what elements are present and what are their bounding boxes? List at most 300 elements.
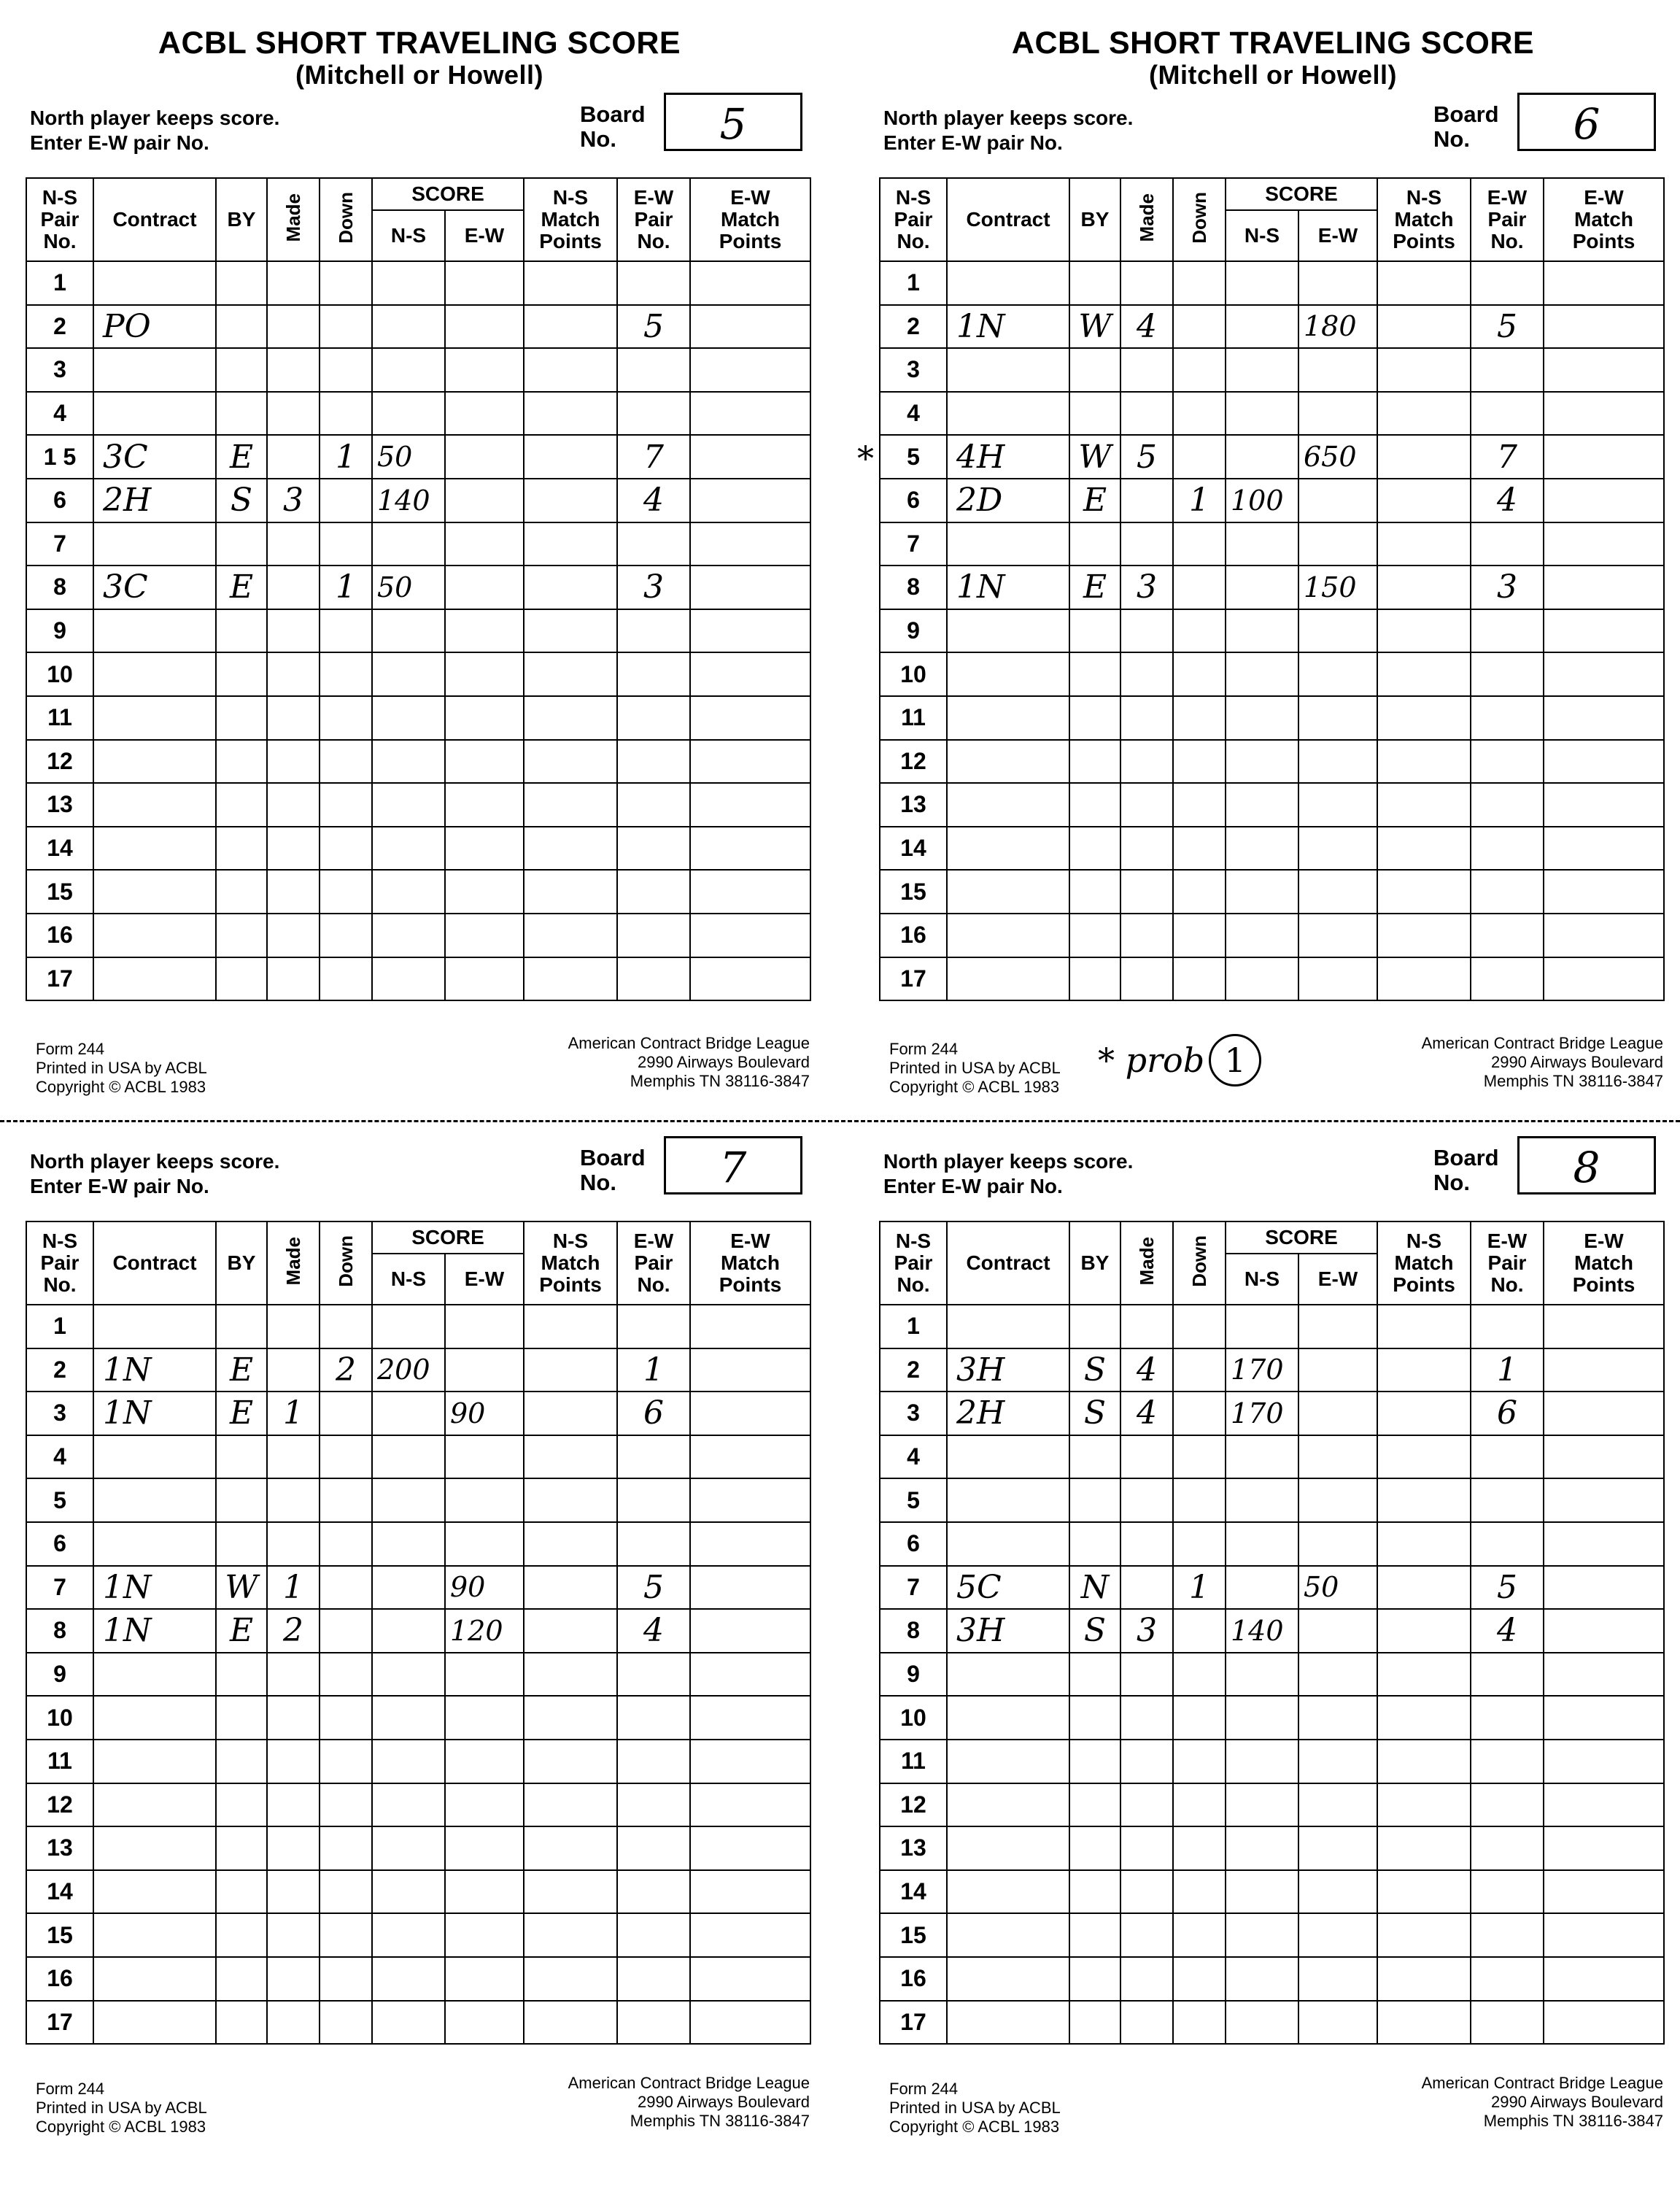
ew-pair-cell[interactable] <box>617 914 690 957</box>
ew-pair-cell[interactable] <box>617 1435 690 1479</box>
contract-cell[interactable] <box>947 261 1069 305</box>
contract-cell[interactable] <box>93 1696 216 1740</box>
ns-match-points-cell[interactable] <box>524 1696 617 1740</box>
ew-match-points-cell[interactable] <box>690 914 810 957</box>
score-ns-cell[interactable] <box>372 783 445 827</box>
declarer-cell[interactable] <box>216 261 267 305</box>
ew-match-points-cell[interactable] <box>690 522 810 566</box>
contract-cell[interactable] <box>947 1740 1069 1783</box>
down-cell[interactable] <box>320 914 372 957</box>
made-cell[interactable] <box>1120 1478 1173 1522</box>
down-cell[interactable] <box>1173 783 1226 827</box>
ew-match-points-cell[interactable] <box>1544 392 1664 436</box>
ew-match-points-cell[interactable] <box>690 740 810 784</box>
down-cell[interactable] <box>320 740 372 784</box>
score-ns-cell[interactable] <box>372 1696 445 1740</box>
ns-match-points-cell[interactable] <box>1377 566 1471 609</box>
contract-cell[interactable]: 1N <box>93 1392 216 1435</box>
score-ew-cell[interactable] <box>1298 870 1377 914</box>
down-cell[interactable] <box>320 870 372 914</box>
made-cell[interactable] <box>267 783 320 827</box>
ew-pair-cell[interactable] <box>1471 1913 1544 1957</box>
declarer-cell[interactable] <box>216 870 267 914</box>
made-cell[interactable] <box>267 827 320 871</box>
board-number-box[interactable] <box>664 93 802 151</box>
score-ew-cell[interactable] <box>445 1870 524 1914</box>
made-cell[interactable] <box>1120 1957 1173 2001</box>
score-ns-cell[interactable] <box>1226 783 1298 827</box>
score-ew-cell[interactable] <box>445 1826 524 1870</box>
ns-match-points-cell[interactable] <box>1377 1870 1471 1914</box>
score-ns-cell[interactable] <box>372 522 445 566</box>
ns-match-points-cell[interactable] <box>1377 392 1471 436</box>
declarer-cell[interactable]: E <box>216 1348 267 1392</box>
contract-cell[interactable]: 3C <box>93 566 216 609</box>
made-cell[interactable] <box>267 696 320 740</box>
ew-match-points-cell[interactable] <box>690 1870 810 1914</box>
ew-pair-cell[interactable] <box>617 1913 690 1957</box>
score-ew-cell[interactable] <box>445 479 524 522</box>
made-cell[interactable] <box>267 1348 320 1392</box>
contract-cell[interactable] <box>947 1478 1069 1522</box>
ew-match-points-cell[interactable] <box>1544 696 1664 740</box>
score-ew-cell[interactable] <box>445 305 524 349</box>
ew-match-points-cell[interactable] <box>1544 1392 1664 1435</box>
ns-match-points-cell[interactable] <box>524 348 617 392</box>
contract-cell[interactable]: 2D <box>947 479 1069 522</box>
score-ew-cell[interactable]: 90 <box>445 1566 524 1610</box>
ns-match-points-cell[interactable] <box>524 870 617 914</box>
score-ew-cell[interactable] <box>1298 1522 1377 1566</box>
ew-match-points-cell[interactable] <box>690 261 810 305</box>
declarer-cell[interactable] <box>1069 827 1120 871</box>
score-ns-cell[interactable] <box>1226 914 1298 957</box>
ew-pair-cell[interactable] <box>1471 740 1544 784</box>
ew-match-points-cell[interactable] <box>1544 1653 1664 1697</box>
score-ns-cell[interactable] <box>1226 609 1298 653</box>
ns-match-points-cell[interactable] <box>524 566 617 609</box>
made-cell[interactable]: 4 <box>1120 1348 1173 1392</box>
score-ns-cell[interactable] <box>372 609 445 653</box>
ew-match-points-cell[interactable] <box>1544 305 1664 349</box>
score-ns-cell[interactable]: 200 <box>372 1348 445 1392</box>
contract-cell[interactable] <box>93 740 216 784</box>
score-ew-cell[interactable] <box>445 827 524 871</box>
score-ew-cell[interactable] <box>1298 1740 1377 1783</box>
down-cell[interactable] <box>320 305 372 349</box>
score-ew-cell[interactable] <box>445 1740 524 1783</box>
ew-match-points-cell[interactable] <box>1544 1348 1664 1392</box>
declarer-cell[interactable] <box>1069 609 1120 653</box>
made-cell[interactable] <box>1120 261 1173 305</box>
down-cell[interactable] <box>320 696 372 740</box>
ns-match-points-cell[interactable] <box>1377 1435 1471 1479</box>
ns-match-points-cell[interactable] <box>524 696 617 740</box>
declarer-cell[interactable] <box>1069 522 1120 566</box>
ns-match-points-cell[interactable] <box>1377 1696 1471 1740</box>
declarer-cell[interactable] <box>216 696 267 740</box>
made-cell[interactable] <box>1120 1522 1173 1566</box>
made-cell[interactable]: 1 <box>267 1392 320 1435</box>
made-cell[interactable] <box>267 1435 320 1479</box>
ew-match-points-cell[interactable] <box>690 783 810 827</box>
made-cell[interactable] <box>1120 783 1173 827</box>
made-cell[interactable] <box>1120 392 1173 436</box>
ns-match-points-cell[interactable] <box>1377 435 1471 479</box>
score-ns-cell[interactable] <box>1226 1435 1298 1479</box>
ns-match-points-cell[interactable] <box>1377 827 1471 871</box>
contract-cell[interactable]: 4H <box>947 435 1069 479</box>
ns-match-points-cell[interactable] <box>1377 522 1471 566</box>
score-ew-cell[interactable] <box>445 1478 524 1522</box>
ew-pair-cell[interactable] <box>1471 652 1544 696</box>
ew-match-points-cell[interactable] <box>690 609 810 653</box>
down-cell[interactable]: 1 <box>1173 1566 1226 1610</box>
made-cell[interactable] <box>1120 1653 1173 1697</box>
made-cell[interactable] <box>267 1913 320 1957</box>
ns-match-points-cell[interactable] <box>524 2001 617 2045</box>
contract-cell[interactable] <box>947 609 1069 653</box>
score-ns-cell[interactable] <box>372 1566 445 1610</box>
score-ns-cell[interactable] <box>372 1783 445 1827</box>
score-ew-cell[interactable] <box>1298 1870 1377 1914</box>
ew-pair-cell[interactable] <box>617 827 690 871</box>
declarer-cell[interactable]: E <box>216 566 267 609</box>
ns-match-points-cell[interactable] <box>1377 1957 1471 2001</box>
score-ew-cell[interactable] <box>445 522 524 566</box>
declarer-cell[interactable] <box>216 1913 267 1957</box>
down-cell[interactable] <box>320 1609 372 1653</box>
ew-match-points-cell[interactable] <box>1544 957 1664 1001</box>
score-ew-cell[interactable] <box>445 1957 524 2001</box>
score-ew-cell[interactable] <box>445 1696 524 1740</box>
ns-match-points-cell[interactable] <box>524 1305 617 1348</box>
score-ns-cell[interactable] <box>372 740 445 784</box>
down-cell[interactable] <box>1173 914 1226 957</box>
score-ew-cell[interactable]: 150 <box>1298 566 1377 609</box>
ew-pair-cell[interactable] <box>1471 609 1544 653</box>
ew-match-points-cell[interactable] <box>690 1826 810 1870</box>
down-cell[interactable] <box>1173 1957 1226 2001</box>
score-ns-cell[interactable] <box>1226 1826 1298 1870</box>
score-ew-cell[interactable] <box>1298 1783 1377 1827</box>
contract-cell[interactable] <box>93 1783 216 1827</box>
declarer-cell[interactable] <box>216 652 267 696</box>
contract-cell[interactable] <box>93 1522 216 1566</box>
declarer-cell[interactable] <box>216 1653 267 1697</box>
ew-pair-cell[interactable] <box>617 1740 690 1783</box>
ew-pair-cell[interactable] <box>617 1783 690 1827</box>
ew-match-points-cell[interactable] <box>1544 348 1664 392</box>
ns-match-points-cell[interactable] <box>1377 1348 1471 1392</box>
ew-match-points-cell[interactable] <box>1544 870 1664 914</box>
contract-cell[interactable] <box>93 1870 216 1914</box>
ew-pair-cell[interactable] <box>617 870 690 914</box>
ew-match-points-cell[interactable] <box>690 1305 810 1348</box>
declarer-cell[interactable] <box>216 609 267 653</box>
ns-match-points-cell[interactable] <box>1377 1305 1471 1348</box>
made-cell[interactable] <box>267 914 320 957</box>
down-cell[interactable] <box>320 261 372 305</box>
contract-cell[interactable] <box>947 652 1069 696</box>
score-ew-cell[interactable] <box>1298 914 1377 957</box>
ns-match-points-cell[interactable] <box>1377 914 1471 957</box>
score-ns-cell[interactable] <box>1226 1653 1298 1697</box>
ew-pair-cell[interactable] <box>617 696 690 740</box>
declarer-cell[interactable]: N <box>1069 1566 1120 1610</box>
ew-pair-cell[interactable] <box>1471 696 1544 740</box>
ns-match-points-cell[interactable] <box>524 740 617 784</box>
ew-pair-cell[interactable] <box>617 957 690 1001</box>
ns-match-points-cell[interactable] <box>1377 348 1471 392</box>
down-cell[interactable] <box>320 1653 372 1697</box>
down-cell[interactable] <box>320 2001 372 2045</box>
down-cell[interactable] <box>1173 1478 1226 1522</box>
ns-match-points-cell[interactable] <box>524 827 617 871</box>
score-ns-cell[interactable] <box>1226 1696 1298 1740</box>
score-ns-cell[interactable]: 140 <box>1226 1609 1298 1653</box>
ew-match-points-cell[interactable] <box>690 827 810 871</box>
ew-match-points-cell[interactable] <box>1544 914 1664 957</box>
score-ew-cell[interactable] <box>445 957 524 1001</box>
score-ns-cell[interactable] <box>372 696 445 740</box>
score-ew-cell[interactable] <box>445 696 524 740</box>
contract-cell[interactable] <box>947 1696 1069 1740</box>
contract-cell[interactable] <box>93 914 216 957</box>
declarer-cell[interactable] <box>1069 652 1120 696</box>
score-ns-cell[interactable] <box>372 957 445 1001</box>
ew-pair-cell[interactable] <box>1471 1957 1544 2001</box>
down-cell[interactable] <box>1173 870 1226 914</box>
declarer-cell[interactable]: S <box>1069 1392 1120 1435</box>
ew-match-points-cell[interactable] <box>690 435 810 479</box>
contract-cell[interactable]: 1N <box>947 305 1069 349</box>
down-cell[interactable] <box>1173 522 1226 566</box>
ns-match-points-cell[interactable] <box>1377 1478 1471 1522</box>
score-ew-cell[interactable] <box>1298 1435 1377 1479</box>
score-ew-cell[interactable] <box>1298 1653 1377 1697</box>
declarer-cell[interactable] <box>216 1870 267 1914</box>
ew-pair-cell[interactable]: 3 <box>617 566 690 609</box>
contract-cell[interactable] <box>947 696 1069 740</box>
ew-pair-cell[interactable] <box>1471 783 1544 827</box>
ew-match-points-cell[interactable] <box>690 1609 810 1653</box>
score-ns-cell[interactable] <box>372 1913 445 1957</box>
declarer-cell[interactable]: E <box>1069 566 1120 609</box>
made-cell[interactable] <box>267 305 320 349</box>
ew-pair-cell[interactable] <box>617 1653 690 1697</box>
down-cell[interactable] <box>320 1305 372 1348</box>
declarer-cell[interactable] <box>1069 1478 1120 1522</box>
score-ns-cell[interactable]: 170 <box>1226 1392 1298 1435</box>
ew-pair-cell[interactable] <box>1471 348 1544 392</box>
declarer-cell[interactable]: S <box>1069 1348 1120 1392</box>
made-cell[interactable] <box>267 1826 320 1870</box>
contract-cell[interactable]: 3H <box>947 1348 1069 1392</box>
contract-cell[interactable] <box>93 1478 216 1522</box>
ew-pair-cell[interactable] <box>617 1522 690 1566</box>
declarer-cell[interactable]: W <box>1069 435 1120 479</box>
ew-match-points-cell[interactable] <box>1544 1566 1664 1610</box>
ew-pair-cell[interactable]: 1 <box>617 1348 690 1392</box>
contract-cell[interactable] <box>947 870 1069 914</box>
ew-match-points-cell[interactable] <box>690 696 810 740</box>
contract-cell[interactable] <box>947 1957 1069 2001</box>
down-cell[interactable] <box>1173 1826 1226 1870</box>
made-cell[interactable] <box>267 957 320 1001</box>
down-cell[interactable] <box>1173 2001 1226 2045</box>
declarer-cell[interactable] <box>1069 957 1120 1001</box>
down-cell[interactable] <box>320 1870 372 1914</box>
made-cell[interactable] <box>1120 1783 1173 1827</box>
score-ew-cell[interactable] <box>1298 479 1377 522</box>
made-cell[interactable] <box>267 1783 320 1827</box>
ew-pair-cell[interactable]: 5 <box>1471 305 1544 349</box>
down-cell[interactable] <box>1173 1609 1226 1653</box>
ew-pair-cell[interactable] <box>1471 1783 1544 1827</box>
ew-match-points-cell[interactable] <box>1544 1696 1664 1740</box>
ew-pair-cell[interactable]: 7 <box>617 435 690 479</box>
ns-match-points-cell[interactable] <box>1377 1826 1471 1870</box>
down-cell[interactable] <box>1173 1392 1226 1435</box>
score-ns-cell[interactable] <box>372 305 445 349</box>
contract-cell[interactable] <box>947 348 1069 392</box>
ns-match-points-cell[interactable] <box>1377 696 1471 740</box>
score-ns-cell[interactable] <box>372 652 445 696</box>
ew-match-points-cell[interactable] <box>1544 1826 1664 1870</box>
ew-pair-cell[interactable] <box>617 1957 690 2001</box>
declarer-cell[interactable] <box>1069 1522 1120 1566</box>
ew-match-points-cell[interactable] <box>690 1696 810 1740</box>
declarer-cell[interactable] <box>1069 348 1120 392</box>
down-cell[interactable] <box>1173 957 1226 1001</box>
score-ns-cell[interactable] <box>372 1740 445 1783</box>
ew-pair-cell[interactable]: 6 <box>617 1392 690 1435</box>
ew-match-points-cell[interactable] <box>1544 2001 1664 2045</box>
ew-match-points-cell[interactable] <box>690 1478 810 1522</box>
made-cell[interactable] <box>1120 479 1173 522</box>
declarer-cell[interactable] <box>216 1783 267 1827</box>
made-cell[interactable] <box>1120 914 1173 957</box>
score-ew-cell[interactable] <box>1298 522 1377 566</box>
ns-match-points-cell[interactable] <box>1377 2001 1471 2045</box>
ew-pair-cell[interactable] <box>617 609 690 653</box>
score-ns-cell[interactable]: 100 <box>1226 479 1298 522</box>
down-cell[interactable] <box>1173 261 1226 305</box>
down-cell[interactable] <box>1173 827 1226 871</box>
ns-match-points-cell[interactable] <box>524 1348 617 1392</box>
declarer-cell[interactable] <box>216 305 267 349</box>
contract-cell[interactable]: 5C <box>947 1566 1069 1610</box>
declarer-cell[interactable] <box>216 1305 267 1348</box>
ew-match-points-cell[interactable] <box>690 1783 810 1827</box>
board-number-box[interactable] <box>664 1136 802 1194</box>
down-cell[interactable] <box>1173 566 1226 609</box>
score-ew-cell[interactable] <box>1298 696 1377 740</box>
contract-cell[interactable] <box>93 522 216 566</box>
contract-cell[interactable] <box>93 1740 216 1783</box>
declarer-cell[interactable] <box>1069 1870 1120 1914</box>
declarer-cell[interactable] <box>216 957 267 1001</box>
score-ns-cell[interactable] <box>1226 652 1298 696</box>
ew-pair-cell[interactable] <box>1471 957 1544 1001</box>
ns-match-points-cell[interactable] <box>524 522 617 566</box>
made-cell[interactable] <box>1120 957 1173 1001</box>
score-ew-cell[interactable] <box>445 740 524 784</box>
ew-pair-cell[interactable]: 7 <box>1471 435 1544 479</box>
made-cell[interactable]: 5 <box>1120 435 1173 479</box>
contract-cell[interactable]: 1N <box>93 1566 216 1610</box>
score-ns-cell[interactable] <box>1226 1566 1298 1610</box>
ew-match-points-cell[interactable] <box>1544 827 1664 871</box>
score-ns-cell[interactable] <box>1226 305 1298 349</box>
contract-cell[interactable] <box>947 522 1069 566</box>
contract-cell[interactable] <box>947 1870 1069 1914</box>
contract-cell[interactable] <box>93 1305 216 1348</box>
score-ew-cell[interactable] <box>1298 827 1377 871</box>
declarer-cell[interactable] <box>216 914 267 957</box>
ns-match-points-cell[interactable] <box>524 1870 617 1914</box>
declarer-cell[interactable] <box>1069 740 1120 784</box>
ew-pair-cell[interactable] <box>1471 870 1544 914</box>
declarer-cell[interactable]: E <box>216 1609 267 1653</box>
ns-match-points-cell[interactable] <box>1377 1783 1471 1827</box>
score-ew-cell[interactable] <box>1298 1913 1377 1957</box>
ew-pair-cell[interactable] <box>617 2001 690 2045</box>
down-cell[interactable] <box>1173 1696 1226 1740</box>
ew-match-points-cell[interactable] <box>1544 1783 1664 1827</box>
score-ew-cell[interactable]: 650 <box>1298 435 1377 479</box>
contract-cell[interactable]: 1N <box>93 1609 216 1653</box>
score-ew-cell[interactable] <box>1298 392 1377 436</box>
made-cell[interactable] <box>267 2001 320 2045</box>
declarer-cell[interactable] <box>216 740 267 784</box>
declarer-cell[interactable] <box>1069 1913 1120 1957</box>
score-ns-cell[interactable] <box>372 1609 445 1653</box>
down-cell[interactable] <box>320 1740 372 1783</box>
declarer-cell[interactable] <box>1069 696 1120 740</box>
ew-pair-cell[interactable] <box>1471 1696 1544 1740</box>
down-cell[interactable] <box>1173 1870 1226 1914</box>
ns-match-points-cell[interactable] <box>1377 305 1471 349</box>
ew-pair-cell[interactable]: 5 <box>617 1566 690 1610</box>
score-ns-cell[interactable] <box>1226 348 1298 392</box>
ew-pair-cell[interactable] <box>617 1826 690 1870</box>
ns-match-points-cell[interactable] <box>524 1566 617 1610</box>
ew-match-points-cell[interactable] <box>690 392 810 436</box>
down-cell[interactable] <box>1173 740 1226 784</box>
down-cell[interactable] <box>1173 1653 1226 1697</box>
made-cell[interactable] <box>1120 609 1173 653</box>
ew-match-points-cell[interactable] <box>1544 261 1664 305</box>
down-cell[interactable]: 1 <box>320 566 372 609</box>
down-cell[interactable] <box>320 827 372 871</box>
ew-match-points-cell[interactable] <box>1544 652 1664 696</box>
score-ns-cell[interactable] <box>372 1870 445 1914</box>
declarer-cell[interactable] <box>216 2001 267 2045</box>
score-ew-cell[interactable] <box>1298 1348 1377 1392</box>
declarer-cell[interactable] <box>1069 392 1120 436</box>
score-ew-cell[interactable] <box>445 348 524 392</box>
ns-match-points-cell[interactable] <box>524 1478 617 1522</box>
ew-pair-cell[interactable]: 4 <box>617 479 690 522</box>
score-ns-cell[interactable] <box>1226 2001 1298 2045</box>
down-cell[interactable] <box>1173 305 1226 349</box>
declarer-cell[interactable] <box>216 1826 267 1870</box>
declarer-cell[interactable] <box>216 522 267 566</box>
score-ew-cell[interactable] <box>1298 348 1377 392</box>
contract-cell[interactable] <box>93 1435 216 1479</box>
